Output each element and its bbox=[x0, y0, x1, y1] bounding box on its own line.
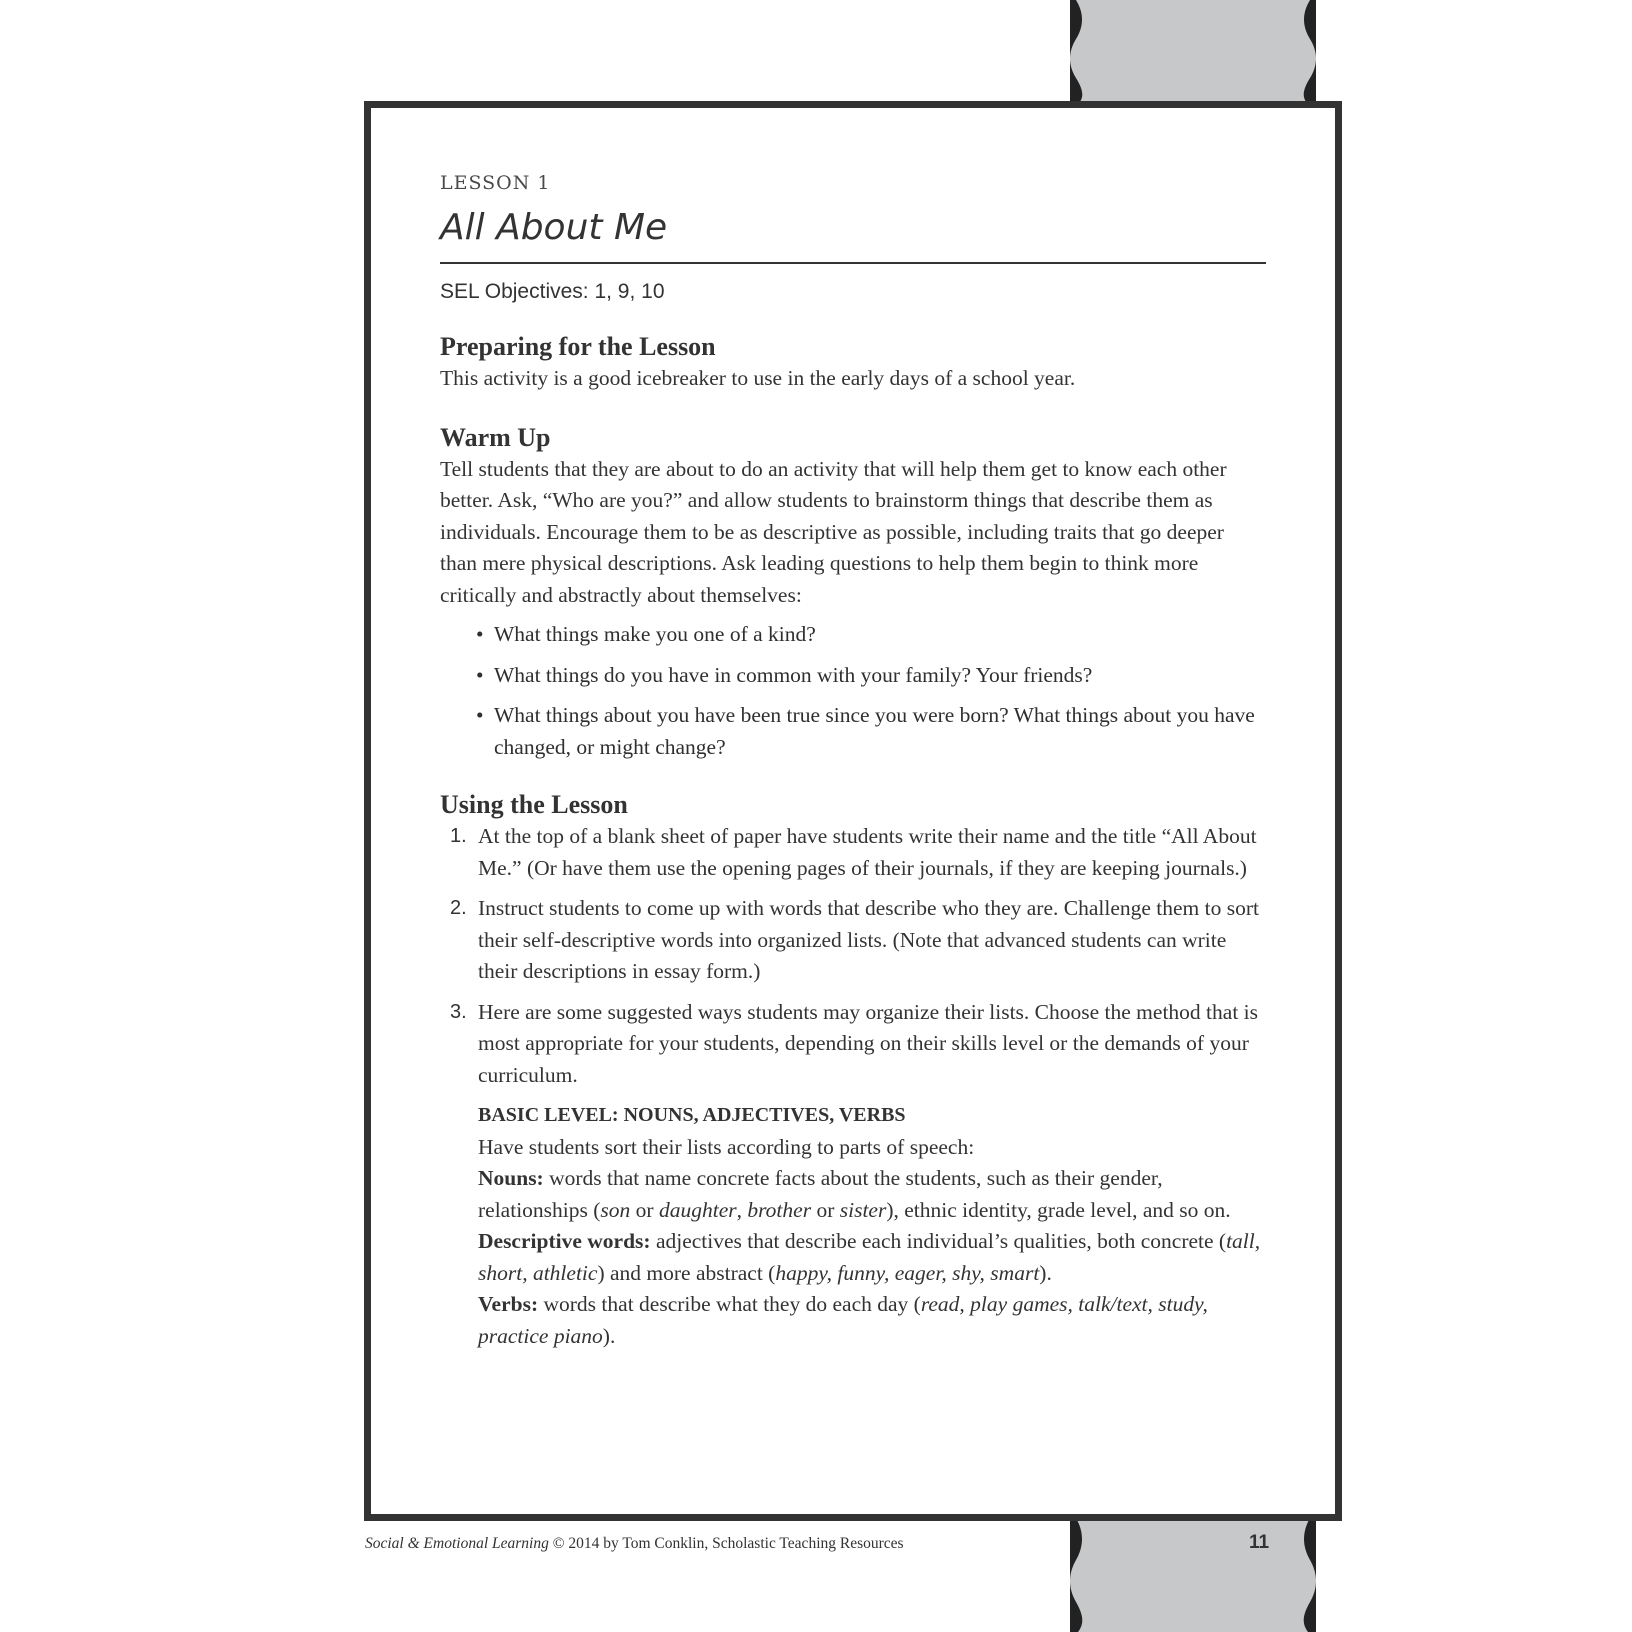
footer-credit bbox=[365, 1535, 904, 1553]
list-item bbox=[440, 997, 1266, 1092]
using-heading: Using the Lesson bbox=[440, 790, 628, 819]
step-text: Instruct students to come up with words that describe who they are. Challenge them to sort their self-descriptive words into organized lists. (Note that advanced students can write their descriptions in essay form.) bbox=[478, 896, 1259, 983]
preparing-heading: Preparing for the Lesson bbox=[440, 332, 716, 361]
bullet-icon: • bbox=[476, 622, 484, 646]
decorative-tab-top bbox=[1070, 0, 1316, 104]
lesson-title: All About Me bbox=[440, 207, 668, 248]
lesson-content bbox=[440, 172, 1266, 1352]
sel-objectives: SEL Objectives: 1, 9, 10 bbox=[440, 280, 665, 303]
step-number: 3. bbox=[450, 1000, 467, 1023]
wave-border-left-icon bbox=[1070, 0, 1084, 104]
bullet-icon: • bbox=[476, 662, 484, 687]
list-item: • What things make you one of a kind? bbox=[476, 619, 1266, 651]
warm-up-text: Tell students that they are about to do an activity that will help them get to know each other better. Ask, “Who are you?” and allow students to brainstorm things that describe them as individuals. Encourage them to be as descriptive as possible, including traits that go deeper than mere physical descriptions. Ask leading questions to help them begin to think more critically and abstractly about themselves: bbox=[440, 456, 1227, 607]
wave-border-left-icon bbox=[1070, 1518, 1084, 1632]
section-warm-up bbox=[440, 422, 1266, 764]
warm-up-questions bbox=[440, 619, 1266, 763]
step-text: At the top of a blank sheet of paper have students write their name and the title “All About Me.” (Or have them use the opening pages of their journals, if they are keeping journals.) bbox=[478, 824, 1257, 880]
steps-list bbox=[440, 821, 1266, 1091]
list-item: • What things about you have been true since you were born? What things about you have changed, or might change? bbox=[476, 700, 1266, 763]
section-using bbox=[440, 789, 1266, 1352]
descriptive-words-definition: Descriptive words: adjectives that describe each individual’s qualities, both concrete (tall, short, athletic) and more abstract (happy, funny, eager, shy, smart). bbox=[478, 1229, 1261, 1285]
decorative-tab-bottom bbox=[1070, 1518, 1316, 1632]
basic-level-heading: BASIC LEVEL: NOUNS, ADJECTIVES, VERBS bbox=[478, 1104, 906, 1126]
verbs-definition: Verbs: words that describe what they do each day (read, play games, talk/text, study, practice piano). bbox=[478, 1292, 1208, 1348]
basic-level-block bbox=[478, 1100, 1266, 1352]
step-number: 1. bbox=[450, 825, 467, 847]
step-number: 2. bbox=[450, 897, 467, 919]
list-item bbox=[440, 893, 1266, 988]
book-title: Social & Emotional Learning bbox=[365, 1535, 549, 1552]
basic-level-intro: Have students sort their lists according to parts of speech: bbox=[478, 1134, 975, 1159]
lesson-number: LESSON 1 bbox=[440, 172, 551, 194]
section-preparing bbox=[440, 331, 1266, 395]
bullet-icon: • bbox=[476, 703, 484, 727]
nouns-definition: Nouns: words that name concrete facts about the students, such as their gender, relationships (son or daughter, brother or sister), ethnic identity, grade level, and so on. bbox=[478, 1166, 1231, 1222]
copyright: © 2014 by Tom Conklin, Scholastic Teaching Resources bbox=[548, 1535, 904, 1552]
list-item bbox=[440, 821, 1266, 884]
wave-border-right-icon bbox=[1302, 0, 1316, 104]
page-number: 11 bbox=[1249, 1532, 1270, 1553]
warm-up-heading: Warm Up bbox=[440, 422, 551, 452]
wave-border-right-icon bbox=[1302, 1518, 1316, 1632]
preparing-text: This activity is a good icebreaker to use in the early days of a school year. bbox=[440, 366, 1076, 390]
step-text: Here are some suggested ways students may organize their lists. Choose the method that is most appropriate for your students, depending on their skills level or the demands of your curriculum. bbox=[478, 999, 1259, 1087]
list-item: • What things do you have in common with your family? Your friends? bbox=[476, 660, 1266, 692]
title-rule bbox=[440, 262, 1266, 264]
